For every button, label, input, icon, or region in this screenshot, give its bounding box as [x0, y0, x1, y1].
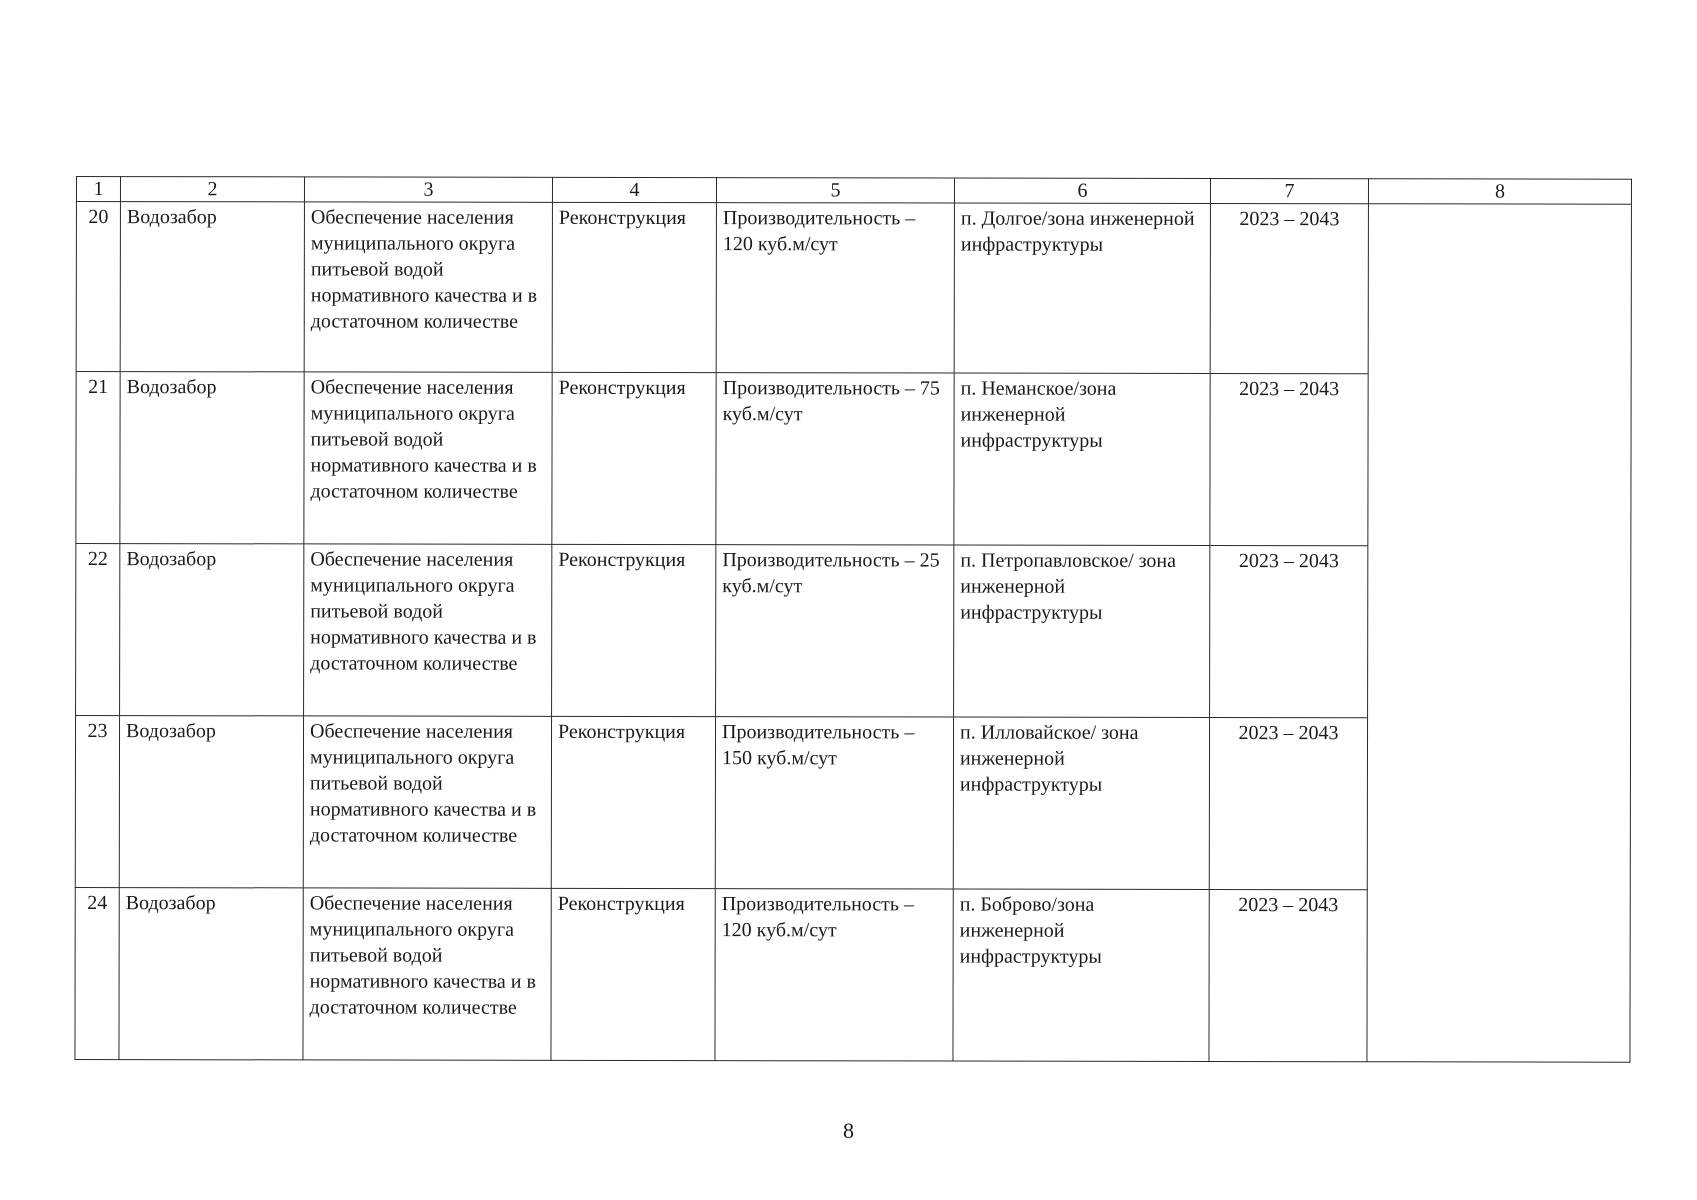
row-number: 23: [75, 716, 119, 888]
object-name: Водозабор: [119, 716, 303, 888]
column-header: 2: [120, 177, 304, 202]
column-header: 3: [304, 177, 552, 202]
object-name: Водозабор: [120, 544, 304, 716]
implementation-period: 2023 – 2043: [1210, 203, 1368, 373]
location: п. Неманское/зона инженерной инфраструктуры: [954, 373, 1210, 545]
table-row: [75, 716, 1630, 891]
work-type: Реконструкция: [552, 372, 716, 544]
object-purpose: Обеспечение населения муниципального округа питьевой водой нормативного качества и в достаточном количестве: [304, 544, 552, 716]
table-row: [76, 202, 1631, 375]
capacity: Производительность – 120 куб.м/сут: [715, 889, 953, 1061]
table-row: [76, 544, 1631, 719]
work-type: Реконструкция: [552, 544, 716, 716]
implementation-period: 2023 – 2043: [1209, 889, 1367, 1061]
column-header: 1: [76, 177, 120, 202]
note-cell: [1368, 374, 1631, 546]
object-purpose: Обеспечение населения муниципального округа питьевой водой нормативного качества и в достаточном количестве: [303, 888, 551, 1060]
page-number: 8: [843, 1118, 854, 1143]
table-row: [75, 887, 1630, 1062]
work-type: Реконструкция: [551, 716, 715, 888]
location: п. Боброво/зона инженерной инфраструктуры: [953, 889, 1209, 1061]
work-type: Реконструкция: [551, 888, 715, 1060]
note-cell: [1368, 546, 1631, 718]
column-number-row: [76, 177, 1631, 205]
capacity: Производительность – 120 куб.м/сут: [716, 203, 954, 373]
column-header: 5: [716, 178, 954, 203]
row-number: 21: [76, 372, 120, 544]
note-cell: [1368, 204, 1631, 374]
location: п. Петропавловское/ зона инженерной инфраструктуры: [954, 545, 1210, 717]
work-type: Реконструкция: [552, 202, 716, 372]
facilities-table: [74, 176, 1632, 1063]
object-purpose: Обеспечение населения муниципального округа питьевой водой нормативного качества и в достаточном количестве: [303, 716, 551, 888]
object-purpose: Обеспечение населения муниципального округа питьевой водой нормативного качества и в достаточном количестве: [304, 372, 552, 544]
object-name: Водозабор: [120, 202, 304, 372]
column-header: 4: [552, 177, 716, 202]
table-row: [76, 372, 1631, 547]
implementation-period: 2023 – 2043: [1210, 373, 1368, 545]
implementation-period: 2023 – 2043: [1209, 717, 1367, 889]
column-header: 7: [1210, 178, 1368, 203]
capacity: Производительность – 150 куб.м/сут: [715, 717, 953, 889]
capacity: Производительность – 25 куб.м/сут: [716, 545, 954, 717]
object-purpose: Обеспечение населения муниципального округа питьевой водой нормативного качества и в достаточном количестве: [304, 202, 552, 372]
row-number: 20: [76, 202, 120, 372]
object-name: Водозабор: [120, 372, 304, 544]
note-cell: [1367, 890, 1630, 1062]
note-cell: [1367, 718, 1630, 890]
column-header: 8: [1368, 179, 1631, 204]
location: п. Илловайское/ зона инженерной инфраструктуры: [953, 717, 1209, 889]
row-number: 22: [76, 544, 120, 716]
capacity: Производительность – 75 куб.м/сут: [716, 373, 954, 545]
location: п. Долгое/зона инженерной инфраструктуры: [954, 203, 1210, 373]
document-table-container: [76, 176, 1631, 1060]
object-name: Водозабор: [119, 888, 303, 1060]
implementation-period: 2023 – 2043: [1210, 545, 1368, 717]
row-number: 24: [75, 887, 119, 1059]
column-header: 6: [954, 178, 1210, 203]
